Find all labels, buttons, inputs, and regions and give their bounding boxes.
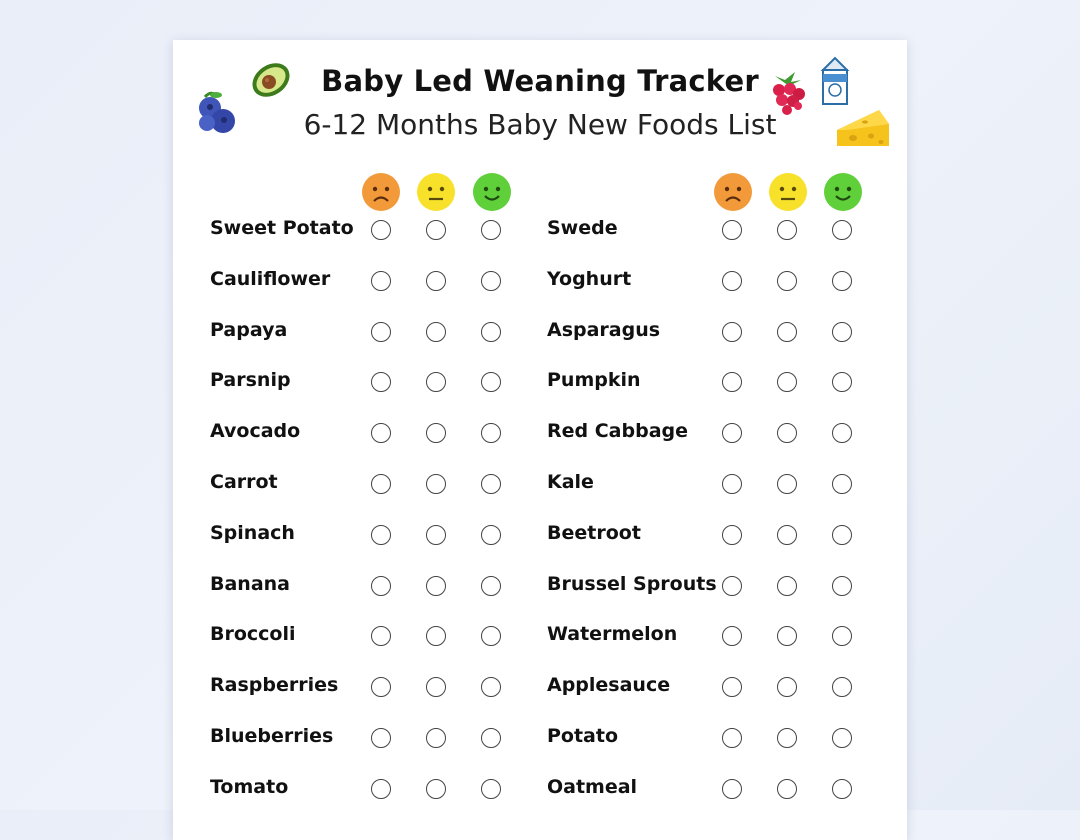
sad-face-icon (362, 173, 400, 211)
rating-radio-neutral[interactable] (426, 220, 446, 240)
food-label: Avocado (210, 420, 301, 443)
tracker-sheet (173, 40, 907, 840)
food-label: Broccoli (210, 623, 296, 646)
rating-radio-neutral[interactable] (426, 728, 446, 748)
food-label: Blueberries (210, 725, 334, 747)
rating-radio-happy[interactable] (832, 372, 852, 392)
rating-radio-happy[interactable] (481, 626, 501, 646)
rating-radio-sad[interactable] (371, 271, 391, 291)
rating-radio-neutral[interactable] (777, 271, 797, 291)
milk-carton-icon (817, 56, 853, 112)
rating-radio-neutral[interactable] (777, 322, 797, 342)
rating-radio-neutral[interactable] (777, 576, 797, 596)
rating-radio-sad[interactable] (371, 322, 391, 342)
food-label: Beetroot (547, 521, 641, 544)
page-title: Baby Led Weaning Tracker (321, 64, 759, 98)
rating-radio-sad[interactable] (722, 779, 742, 799)
neutral-face-icon (769, 173, 807, 211)
food-label: Pumpkin (547, 369, 641, 392)
food-label: Papaya (210, 318, 288, 341)
food-label: Kale (547, 471, 594, 493)
rating-radio-neutral[interactable] (426, 677, 446, 697)
rating-radio-happy[interactable] (481, 423, 501, 443)
rating-radio-neutral[interactable] (777, 220, 797, 240)
rating-radio-happy[interactable] (832, 220, 852, 240)
rating-radio-neutral[interactable] (426, 271, 446, 291)
rating-radio-happy[interactable] (832, 576, 852, 596)
food-label: Asparagus (547, 318, 661, 341)
rating-radio-happy[interactable] (481, 677, 501, 697)
rating-radio-neutral[interactable] (777, 474, 797, 494)
page-subtitle: 6-12 Months Baby New Foods List (303, 108, 777, 141)
rating-radio-happy[interactable] (481, 271, 501, 291)
rating-radio-sad[interactable] (722, 576, 742, 596)
rating-radio-sad[interactable] (371, 677, 391, 697)
rating-radio-happy[interactable] (481, 372, 501, 392)
food-label: Oatmeal (547, 775, 638, 798)
food-label: Brussel Sprouts (547, 572, 717, 595)
rating-radio-sad[interactable] (722, 423, 742, 443)
rating-radio-happy[interactable] (832, 779, 852, 799)
food-label: Red Cabbage (547, 420, 689, 443)
rating-radio-sad[interactable] (371, 220, 391, 240)
rating-radio-sad[interactable] (722, 474, 742, 494)
rating-radio-neutral[interactable] (777, 677, 797, 697)
rating-radio-happy[interactable] (832, 322, 852, 342)
rating-radio-sad[interactable] (722, 220, 742, 240)
rating-radio-happy[interactable] (832, 728, 852, 748)
rating-radio-sad[interactable] (371, 372, 391, 392)
blueberries-icon (195, 88, 241, 142)
rating-radio-happy[interactable] (481, 525, 501, 545)
food-label: Tomato (210, 775, 289, 798)
neutral-face-icon (417, 173, 455, 211)
rating-radio-happy[interactable] (832, 677, 852, 697)
food-label: Carrot (210, 471, 278, 493)
rating-radio-neutral[interactable] (426, 423, 446, 443)
rating-radio-sad[interactable] (722, 372, 742, 392)
rating-radio-happy[interactable] (481, 576, 501, 596)
rating-radio-sad[interactable] (722, 525, 742, 545)
rating-radio-neutral[interactable] (426, 372, 446, 392)
food-label: Cauliflower (210, 267, 331, 290)
rating-radio-sad[interactable] (371, 576, 391, 596)
rating-radio-happy[interactable] (832, 626, 852, 646)
rating-radio-happy[interactable] (832, 474, 852, 494)
rating-radio-sad[interactable] (371, 474, 391, 494)
rating-radio-happy[interactable] (481, 474, 501, 494)
food-label: Yoghurt (547, 267, 632, 290)
rating-radio-sad[interactable] (722, 728, 742, 748)
rating-radio-neutral[interactable] (777, 372, 797, 392)
food-label: Banana (210, 572, 290, 595)
rating-radio-sad[interactable] (722, 677, 742, 697)
rating-radio-neutral[interactable] (426, 322, 446, 342)
food-label: Sweet Potato (210, 217, 354, 239)
food-label: Spinach (210, 521, 295, 544)
rating-radio-neutral[interactable] (777, 626, 797, 646)
rating-radio-happy[interactable] (832, 525, 852, 545)
cheese-icon (835, 106, 891, 154)
food-label: Swede (547, 217, 618, 239)
rating-radio-happy[interactable] (832, 423, 852, 443)
rating-radio-sad[interactable] (371, 626, 391, 646)
raspberry-icon (765, 68, 809, 120)
food-label: Potato (547, 725, 619, 747)
avocado-icon (247, 58, 295, 106)
food-label: Raspberries (210, 674, 339, 697)
happy-face-icon (824, 173, 862, 211)
rating-radio-neutral[interactable] (777, 728, 797, 748)
food-label: Watermelon (547, 623, 678, 646)
rating-radio-sad[interactable] (371, 525, 391, 545)
rating-radio-neutral[interactable] (777, 525, 797, 545)
rating-radio-sad[interactable] (722, 626, 742, 646)
food-label: Parsnip (210, 369, 291, 392)
rating-radio-happy[interactable] (481, 220, 501, 240)
rating-radio-neutral[interactable] (777, 423, 797, 443)
sad-face-icon (714, 173, 752, 211)
rating-radio-neutral[interactable] (426, 626, 446, 646)
rating-radio-neutral[interactable] (426, 576, 446, 596)
rating-radio-happy[interactable] (481, 779, 501, 799)
rating-radio-happy[interactable] (481, 322, 501, 342)
food-label: Applesauce (547, 674, 671, 697)
rating-radio-neutral[interactable] (426, 779, 446, 799)
rating-radio-neutral[interactable] (426, 525, 446, 545)
rating-radio-neutral[interactable] (777, 779, 797, 799)
rating-radio-sad[interactable] (371, 728, 391, 748)
rating-radio-sad[interactable] (371, 779, 391, 799)
happy-face-icon (473, 173, 511, 211)
rating-radio-sad[interactable] (371, 423, 391, 443)
rating-radio-happy[interactable] (832, 271, 852, 291)
rating-radio-sad[interactable] (722, 322, 742, 342)
rating-radio-happy[interactable] (481, 728, 501, 748)
rating-radio-sad[interactable] (722, 271, 742, 291)
rating-radio-neutral[interactable] (426, 474, 446, 494)
